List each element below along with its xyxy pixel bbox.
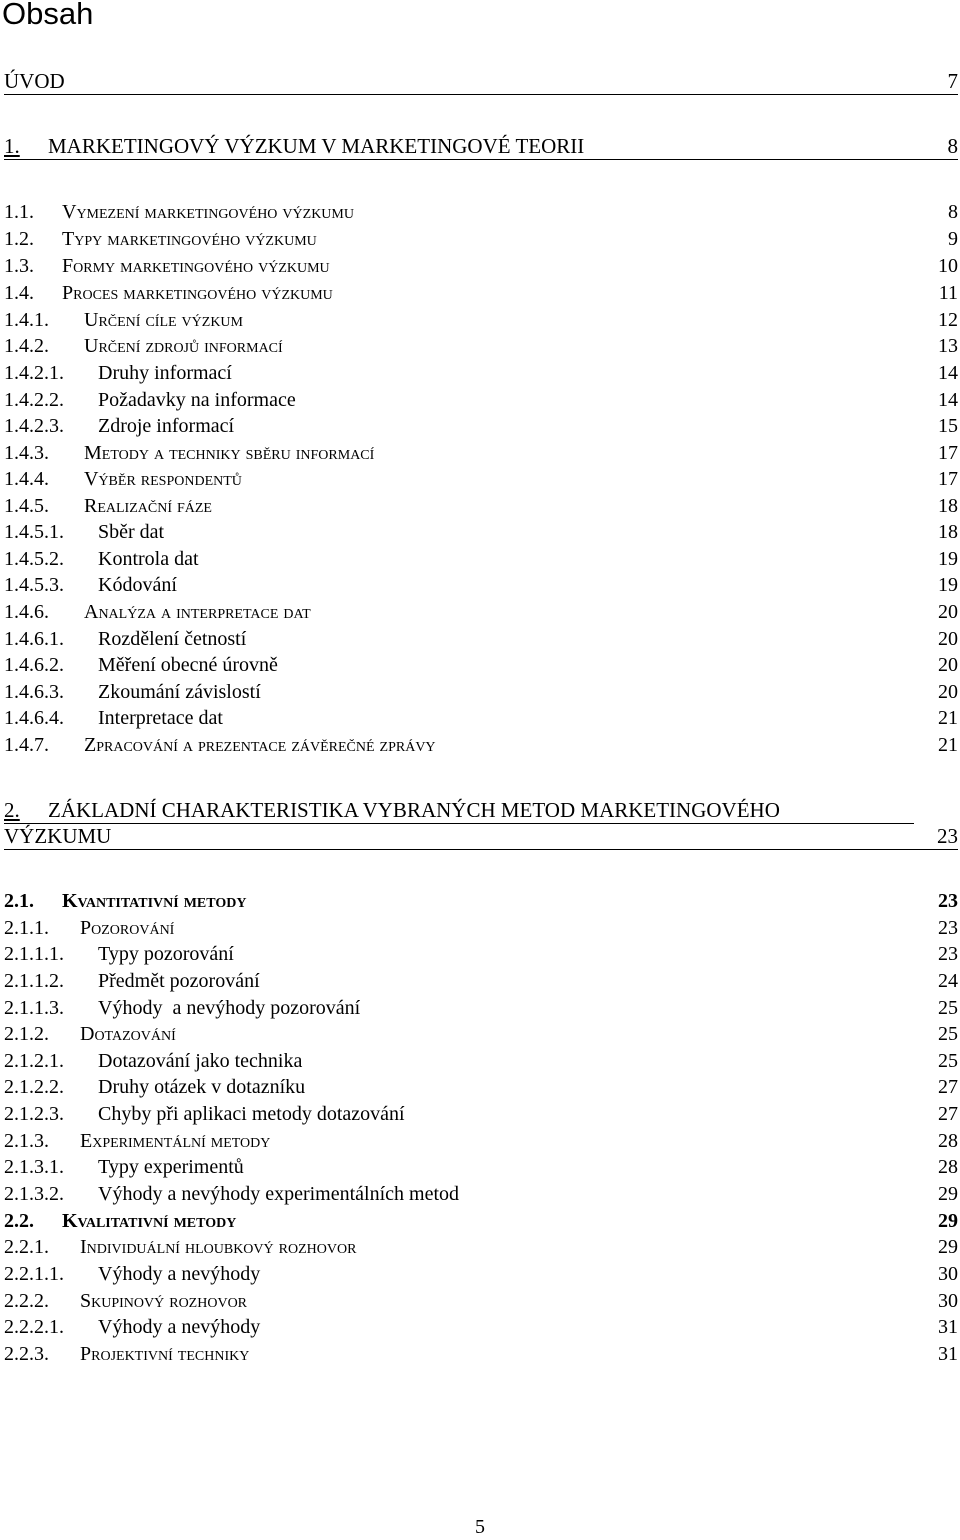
toc-entry-text: ÚVOD: [4, 69, 65, 93]
toc-entry-text: Projektivní techniky: [80, 1343, 250, 1365]
toc-entry[interactable]: [4, 1181, 958, 1207]
toc-entry[interactable]: [4, 1261, 958, 1287]
toc-entry[interactable]: [4, 599, 958, 625]
toc-entry-text: Výhody a nevýhody: [98, 1316, 261, 1338]
toc-entry-text: Požadavky na informace: [98, 389, 296, 411]
toc-entry-text: Druhy informací: [98, 362, 232, 384]
toc-entry[interactable]: [4, 199, 958, 225]
toc-entry-text: Formy marketingového výzkumu: [62, 255, 330, 277]
toc-chapter-number: 1.: [4, 134, 20, 158]
toc-entry-number: 2.1.1.3.: [4, 997, 64, 1019]
toc-entry-number: 1.4.3.: [4, 442, 49, 464]
toc-entry-page: 29: [938, 1210, 958, 1232]
toc-entry-page: 23: [938, 943, 958, 965]
toc-entry[interactable]: [4, 1208, 958, 1234]
toc-entry[interactable]: [4, 732, 958, 758]
toc-entry-page: 12: [938, 309, 958, 331]
toc-entry[interactable]: [4, 546, 958, 572]
toc-entry-number: 1.4.7.: [4, 734, 49, 756]
toc-entry-number: 1.4.1.: [4, 309, 49, 331]
toc-entry-page: 19: [938, 548, 958, 570]
toc-entry-text: Typy experimentů: [98, 1156, 244, 1178]
toc-chapter-1[interactable]: [4, 133, 958, 160]
toc-entry-text: Individuální hloubkový rozhovor: [80, 1236, 357, 1258]
toc-entry-number: 2.1.2.: [4, 1023, 49, 1045]
toc-entry-page: 28: [938, 1156, 958, 1178]
toc-entry[interactable]: [4, 226, 958, 252]
toc-entry-text: Předmět pozorování: [98, 970, 260, 992]
toc-entry-number: 2.1.1.2.: [4, 970, 64, 992]
toc-entry[interactable]: [4, 253, 958, 279]
toc-entry-page: 18: [938, 521, 958, 543]
toc-entry-page: 11: [938, 282, 958, 304]
toc-entry[interactable]: [4, 626, 958, 652]
toc-entry[interactable]: [4, 1234, 958, 1260]
toc-entry-number: 1.4.6.2.: [4, 654, 64, 676]
toc-entry-number: 2.1.2.2.: [4, 1076, 64, 1098]
toc-entry[interactable]: [4, 1128, 958, 1154]
toc-entry-text: Analýza a interpretace dat: [84, 601, 311, 623]
toc-entry-page: 23: [938, 890, 958, 912]
toc-entry-number: 1.4.2.1.: [4, 362, 64, 384]
toc-chapter-number: 2.: [4, 798, 20, 822]
toc-entry[interactable]: [4, 1021, 958, 1047]
toc-entry-text: Zkoumání závislostí: [98, 681, 261, 703]
toc-entry-page: 27: [938, 1076, 958, 1098]
toc-entry-page: 15: [938, 415, 958, 437]
toc-entry-number: 2.1.1.1.: [4, 943, 64, 965]
toc-chapter-title-cont: VÝZKUMU: [4, 824, 112, 848]
toc-entry[interactable]: [4, 387, 958, 413]
toc-entry[interactable]: [4, 572, 958, 598]
toc-entry[interactable]: [4, 1314, 958, 1340]
toc-entry-text: Realizační fáze: [84, 495, 212, 517]
toc-entry-text: Výhody a nevýhody experimentálních metod: [98, 1183, 460, 1205]
toc-entry-text: Sběr dat: [98, 521, 165, 543]
toc-entry-page: 14: [938, 362, 958, 384]
toc-entry[interactable]: [4, 333, 958, 359]
toc-entry-page: 20: [938, 628, 958, 650]
toc-entry-text: Experimentální metody: [80, 1130, 271, 1152]
toc-entry[interactable]: [4, 1101, 958, 1127]
toc-entry[interactable]: [4, 679, 958, 705]
toc-entry-number: 1.4.4.: [4, 468, 49, 490]
toc-entry-page: 20: [938, 654, 958, 676]
toc-entry-text: Vymezení marketingového výzkumu: [62, 201, 354, 223]
toc-entry-number: 2.1.2.1.: [4, 1050, 64, 1072]
toc-entry[interactable]: [4, 1288, 958, 1314]
toc-entry-text: Metody a techniky sběru informací: [84, 442, 375, 464]
toc-entry[interactable]: [4, 519, 958, 545]
toc-entry[interactable]: [4, 888, 958, 914]
toc-entry[interactable]: [4, 1341, 958, 1367]
toc-entry-number: 2.2.1.: [4, 1236, 49, 1258]
page-number: 5: [475, 1516, 485, 1538]
toc-entry-page: 20: [938, 601, 958, 623]
toc-entry[interactable]: [4, 466, 958, 492]
toc-entry[interactable]: [4, 360, 958, 386]
toc-entry[interactable]: [4, 413, 958, 439]
toc-entry-number: 1.3.: [4, 255, 34, 277]
toc-entry-text: Výhody a nevýhody pozorování: [98, 997, 361, 1019]
toc-entry-number: 1.4.5.2.: [4, 548, 64, 570]
toc-entry[interactable]: [4, 1074, 958, 1100]
toc-entry-text: Proces marketingového výzkumu: [62, 282, 333, 304]
toc-entry-text: Chyby při aplikaci metody dotazování: [98, 1103, 405, 1125]
toc-entry-number: 1.4.: [4, 282, 34, 304]
toc-chapter-title: MARKETINGOVÝ VÝZKUM V MARKETINGOVÉ TEORII: [48, 134, 585, 158]
toc-entry-number: 2.1.3.1.: [4, 1156, 64, 1178]
toc-entry-number: 2.1.3.: [4, 1130, 49, 1152]
toc-entry[interactable]: [4, 307, 958, 333]
toc-entry-number: 1.2.: [4, 228, 34, 250]
toc-entry-number: 2.1.2.3.: [4, 1103, 64, 1125]
toc-entry-page: 21: [938, 707, 958, 729]
toc-entry-page: 30: [938, 1290, 958, 1312]
toc-entry-text: Určení cíle výzkum: [84, 309, 243, 331]
toc-entry-page: 19: [938, 574, 958, 596]
toc-entry-text: Dotazování jako technika: [98, 1050, 303, 1072]
toc-entry[interactable]: [4, 493, 958, 519]
toc-entry-number: 1.4.6.1.: [4, 628, 64, 650]
toc-entry-number: 2.1.3.2.: [4, 1183, 64, 1205]
toc-entry-number: 1.4.2.3.: [4, 415, 64, 437]
toc-entry[interactable]: [4, 440, 958, 466]
toc-entry-text: Kódování: [98, 574, 177, 596]
toc-entry-text: Měření obecné úrovně: [98, 654, 278, 676]
toc-entry-text: Zpracování a prezentace závěrečné zprávy: [84, 734, 436, 756]
toc-entry-page: 31: [938, 1316, 958, 1338]
toc-entry-text: Kontrola dat: [98, 548, 199, 570]
toc-entry-page: 14: [938, 389, 958, 411]
toc-entry-page: 25: [938, 1023, 958, 1045]
toc-entry-text: Zdroje informací: [98, 415, 235, 437]
toc-entry-number: 1.1.: [4, 201, 34, 223]
toc-entry-page: 28: [938, 1130, 958, 1152]
toc-entry-text: Rozdělení četností: [98, 628, 247, 650]
toc-entry-text: Dotazování: [80, 1023, 176, 1045]
toc-entry-page: 29: [938, 1183, 958, 1205]
toc-chapter-2[interactable]: [4, 797, 958, 849]
toc-entry-number: 2.2.2.1.: [4, 1316, 64, 1338]
toc-entry-text: Kvalitativní metody: [62, 1210, 237, 1232]
toc-entry-number: 1.4.2.: [4, 335, 49, 357]
toc-entry-page: 18: [938, 495, 958, 517]
toc-entry-page: 25: [938, 1050, 958, 1072]
toc-entry-page: 27: [938, 1103, 958, 1125]
toc-entry-text: Skupinový rozhovor: [80, 1290, 248, 1312]
toc-entry[interactable]: [4, 652, 958, 678]
toc-entry[interactable]: [4, 280, 958, 306]
toc-entry-text: Interpretace dat: [98, 707, 223, 729]
toc-entry-number: 2.2.2.: [4, 1290, 49, 1312]
toc-chapter-line-1: [4, 797, 914, 824]
page-title: Obsah: [2, 0, 94, 31]
toc-chapter-line-2: [4, 823, 958, 850]
toc-entry-text: Kvantitativní metody: [62, 890, 247, 912]
toc-chapter-title: ZÁKLADNÍ CHARAKTERISTIKA VYBRANÝCH METOD MARKETINGOVÉHO: [48, 798, 780, 822]
toc-entry-page: 30: [938, 1263, 958, 1285]
toc-entry-text: Výběr respondentů: [84, 468, 242, 490]
toc-entry-page: 20: [938, 681, 958, 703]
toc-entry-number: 1.4.5.1.: [4, 521, 64, 543]
toc-entry-page: 7: [947, 69, 958, 93]
toc-entry-text: Výhody a nevýhody: [98, 1263, 261, 1285]
toc-entry[interactable]: [4, 941, 958, 967]
toc-entry-text: Určení zdrojů informací: [84, 335, 283, 357]
toc-entry-page: 10: [938, 255, 958, 277]
toc-entry-number: 1.4.6.4.: [4, 707, 64, 729]
toc-entry-intro[interactable]: [4, 68, 958, 95]
toc-entry-text: Druhy otázek v dotazníku: [98, 1076, 306, 1098]
toc-entry-number: 1.4.5.3.: [4, 574, 64, 596]
toc-entry-page: 25: [938, 997, 958, 1019]
toc-entry-number: 1.4.2.2.: [4, 389, 64, 411]
toc-entry-page: 29: [938, 1236, 958, 1258]
toc-entry-page: 8: [948, 201, 958, 223]
toc-entry-number: 2.2.: [4, 1210, 34, 1232]
toc-entry[interactable]: [4, 995, 958, 1021]
toc-entry[interactable]: [4, 915, 958, 941]
toc-entry-number: 2.1.1.: [4, 917, 49, 939]
toc-entry[interactable]: [4, 1048, 958, 1074]
toc-entry[interactable]: [4, 1154, 958, 1180]
toc-entry-number: 2.1.: [4, 890, 34, 912]
toc-entry-number: 1.4.6.: [4, 601, 49, 623]
toc-entry[interactable]: [4, 705, 958, 731]
toc-entry-text: Typy pozorování: [98, 943, 234, 965]
toc-entry-text: Typy marketingového výzkumu: [62, 228, 317, 250]
toc-entry-number: 2.2.3.: [4, 1343, 49, 1365]
toc-chapter-page: 23: [937, 824, 958, 848]
toc-entry-page: 17: [938, 442, 958, 464]
toc-entry-number: 1.4.5.: [4, 495, 49, 517]
toc-entry-page: 31: [938, 1343, 958, 1365]
toc-entry-page: 21: [938, 734, 958, 756]
toc-entry-number: 1.4.6.3.: [4, 681, 64, 703]
toc-entry-text: Pozorování: [80, 917, 175, 939]
toc-entry-page: 23: [938, 917, 958, 939]
toc-chapter-page: 8: [947, 134, 958, 158]
toc-entry-page: 13: [938, 335, 958, 357]
toc-entry[interactable]: [4, 968, 958, 994]
toc-entry-number: 2.2.1.1.: [4, 1263, 64, 1285]
toc-entry-page: 9: [948, 228, 958, 250]
toc-entry-page: 24: [938, 970, 958, 992]
toc-entry-page: 17: [938, 468, 958, 490]
